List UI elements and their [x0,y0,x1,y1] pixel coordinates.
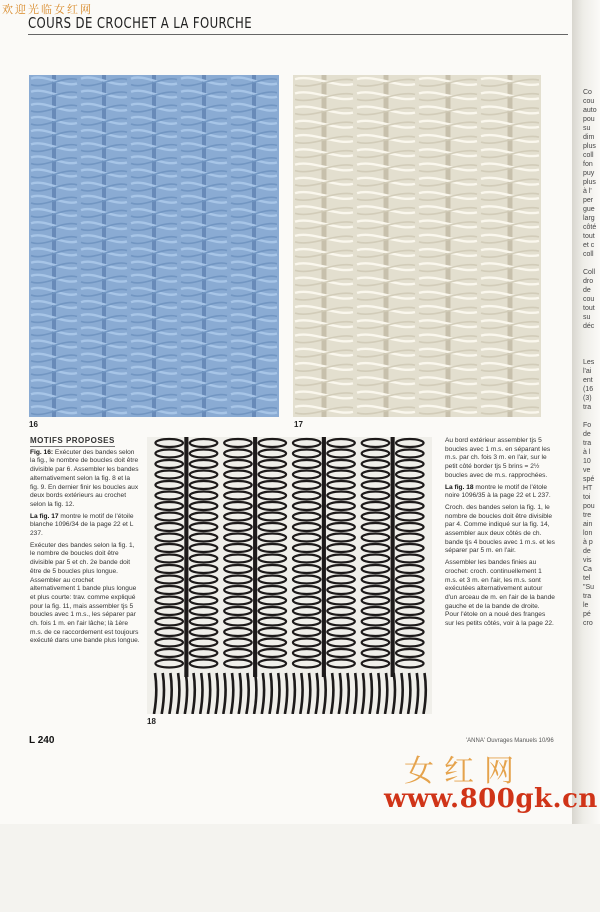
paragraph: Croch. des bandes selon la fig. 1, le nombre de boucles doit être divisible par 4. Comme indiqué sur la fig. 14, assembler aux deux côtés de ch. bande tjs 4 boucles avec 1 m.s. et les séparer par 5 m. en l'air. [445,503,555,555]
photo-black-hairpin-lace [147,437,432,714]
next-page-fragment: larg [583,215,595,222]
next-page-fragment: à l [583,449,591,456]
paragraph: Au bord extérieur assembler tjs 5 boucles avec 1 m.s. en séparant les m.s. par ch. fois 3 m. en l'air, sur le petit côté border tjs 5 brins = 2½ boucles avec de m.s. rapprochées. [445,437,551,479]
next-page-edge [583,0,600,912]
next-page-fragment: dro [583,278,594,285]
next-page-fragment: lon [583,530,593,537]
next-page-fragment: Fo [583,422,592,429]
next-page-fragment: tra [583,404,592,411]
next-page-fragment: tra [583,440,592,447]
next-page-fragment: su [583,125,591,132]
next-page-fragment [583,259,600,268]
next-page-fragment: cou [583,98,595,105]
next-page-fragment: l'ai [583,368,592,375]
next-page-fragment: gue [583,206,595,213]
next-page-fragment: Co [583,89,592,96]
magazine-credit: 'ANNA' Ouvrages Manuels 10/96 [466,738,554,744]
next-page-fragment: plus [583,179,596,186]
next-page-fragment: pou [583,503,595,510]
next-page-fragment: le [583,602,589,609]
paragraph: Assembler les bandes finies au crochet: croch. continuellement 1 m.s. et 3 m. en l'air, les m.s. sont exécutées alternativement autour d'un arceau de m. en l'air de la bande gauche et de la bande de droite. Pour l'étole on a noué des franges sur les petits côtés, voir à la page 22. [445,559,555,628]
next-page-fragment: à l' [583,188,592,195]
paragraph: La fig. 18 montre le motif de l'étole noire 1096/35 à la page 22 et L 237. [445,483,551,500]
photo-cream-hairpin-lace [293,75,541,417]
next-page-fragment: à p [583,539,593,546]
paragraph: Fig. 16: Exécuter des bandes selon la fig., le nombre de boucles doit être divisible par 6. Assembler les bandes alternativement selon la fig. 8 et la fig. 9. En dernier finir les boucles aux deux bords extérieurs au crochet selon la fig. 12. [30,448,139,508]
next-page-fragment: 10 [583,458,591,465]
next-page-fragment: (3) [583,395,592,402]
next-page-fragment: "Su [583,584,595,591]
next-page-fragment: HT [583,485,593,492]
next-page-fragment: puy [583,170,595,177]
next-page-fragment: Coll [583,269,596,276]
next-page-fragment: pou [583,116,595,123]
next-page-fragment: spé [583,476,595,483]
header-rule [28,34,568,35]
next-page-fragment: côté [583,224,597,231]
paragraph: Exécuter des bandes selon la fig. 1, le nombre de boucles doit être divisible par 5 et ch. 2e bande doit être de 5 boucles plus longue. Assembler au crochet alternativement 1 bande plus longue et plus courte: trav. comme expliqué pour la fig. 11, mais assembler tjs 5 boucles avec 1 m.s., les séparer par ch. fois 1 m. en l'air lâche; là 1ère m.s. de ce raccordement est toujours exécuté dans une bande plus longue. [30,541,140,645]
next-page-fragment: ve [583,467,591,474]
page-header [28,14,568,32]
next-page-fragment: Les [583,359,595,366]
next-page-fragment: tel [583,575,591,582]
next-page-fragment [583,340,600,349]
next-page-fragment: de [583,287,591,294]
next-page-fragment: plus [583,143,596,150]
instructions-left-column [30,437,140,649]
next-page-fragment: tout [583,233,595,240]
watermark-logo: 女红网 [404,754,524,789]
next-page-fragment: et c [583,242,595,249]
next-page-fragment [583,331,600,340]
next-page-fragment [583,412,600,421]
photo-blue-hairpin-lace [29,75,279,417]
next-page-fragment: ent [583,377,593,384]
next-page-fragment: de [583,548,591,555]
next-page-fragment: vis [583,557,592,564]
page-number: L 240 [29,735,55,746]
section-title: MOTIFS PROPOSES [30,436,115,445]
next-page-fragment: ain [583,521,593,528]
next-page-fragment: pé [583,611,591,618]
next-page-fragment: toi [583,494,591,501]
figure-number-18: 18 [147,717,156,726]
next-page-fragment: tra [583,593,592,600]
watermark-url: www.800gk.cn [384,784,598,814]
next-page-fragment: (16 [583,386,594,393]
next-page-fragment: dim [583,134,595,141]
next-page-fragment: déc [583,323,595,330]
next-page-fragment: tout [583,305,595,312]
next-page-fragment: auto [583,107,597,114]
next-page-fragment: per [583,197,594,204]
next-page-fragment: cro [583,620,593,627]
next-page-fragment: cou [583,296,595,303]
instructions-right-column [445,437,555,632]
watermark-top: 欢迎光临女红网 [2,3,93,16]
figure-number-17: 17 [294,420,303,429]
figure-number-16: 16 [29,420,38,429]
next-page-fragment: fon [583,161,593,168]
next-page-fragment: Ca [583,566,592,573]
next-page-fragment: coll [583,251,594,258]
next-page-fragment [583,349,600,358]
next-page-fragment: tre [583,512,592,519]
next-page-fragment: de [583,431,591,438]
page-title: COURS DE CROCHET A LA FOURCHE [28,14,253,32]
next-page-fragment: coll [583,152,594,159]
paragraph: La fig. 17 montre le motif de l'étoile blanche 1096/34 de la page 22 et L 237. [30,512,134,538]
next-page-fragment: su [583,314,591,321]
